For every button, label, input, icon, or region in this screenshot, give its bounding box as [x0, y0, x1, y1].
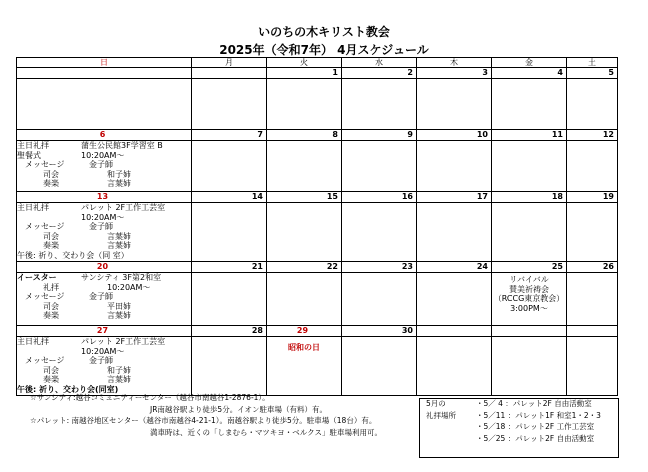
day-cell [267, 203, 342, 262]
date-cell: 20 [17, 262, 192, 273]
day-cell [567, 337, 618, 396]
box-label: 礼拝場所 [426, 410, 456, 420]
event-label: 司会 [43, 301, 59, 311]
box-label: 5月の [426, 399, 446, 408]
date-cell: 9 [342, 130, 417, 141]
date-cell: 10 [417, 130, 492, 141]
weekday-tue: 火 [267, 58, 342, 68]
note-line: 満車時は、近くの「しまむら・マツキヨ・ベルクス」駐車場利用可。 [150, 427, 383, 437]
note-line: JR南越谷駅より徒歩5分。イオン駐車場（有料）有。 [150, 404, 327, 414]
day-cell [492, 79, 567, 130]
week4-body-row [17, 273, 618, 326]
day-cell [192, 337, 267, 396]
event-line: 3:00PM～ [510, 303, 548, 313]
week3-date-row [17, 192, 618, 203]
date-cell [567, 326, 618, 337]
calendar-table [16, 57, 618, 396]
sunday-event-cell [17, 203, 192, 262]
event-value: 言葉姉 [107, 375, 131, 385]
event-label: 主日礼拝 [17, 141, 49, 150]
event-label: 奏楽 [43, 241, 59, 251]
weekday-header-row [17, 58, 618, 68]
date-cell: 25 [492, 262, 567, 273]
weekday-wed: 水 [342, 58, 417, 68]
note-line: ☆パレット: 南越谷地区センター（越谷市南越谷4-21-1）。南越谷駅より徒歩5分。駐車場（18台）有。 [30, 416, 377, 425]
day-cell [267, 79, 342, 130]
date-cell: 26 [567, 262, 618, 273]
week5-date-row [17, 326, 618, 337]
event-value: 金子師 [89, 222, 113, 232]
day-cell [192, 203, 267, 262]
week2-date-row [17, 130, 618, 141]
date-cell [492, 326, 567, 337]
event-label [17, 347, 81, 357]
day-cell [192, 273, 267, 326]
day-cell [492, 141, 567, 192]
date-cell: 2 [342, 68, 417, 79]
date-cell: 29 [267, 326, 342, 337]
day-cell [492, 203, 567, 262]
date-cell: 5 [567, 68, 618, 79]
event-value: 蒲生公民館3F学習室 B [81, 141, 163, 150]
event-value: 金子師 [89, 292, 113, 302]
date-cell: 13 [17, 192, 192, 203]
friday-event-cell [492, 273, 567, 326]
event-label: 奏楽 [43, 311, 59, 321]
day-cell [567, 79, 618, 130]
date-cell: 6 [17, 130, 192, 141]
event-line: 賛美祈祷会 [509, 284, 549, 294]
date-cell: 23 [342, 262, 417, 273]
week3-body-row [17, 203, 618, 262]
day-cell [492, 337, 567, 396]
week1-body-row [17, 79, 618, 130]
sunday-event-cell [17, 141, 192, 192]
venue-item: ・5／11 ：パレット1F 和室1・2・3 [476, 410, 601, 420]
day-cell [417, 79, 492, 130]
week4-date-row [17, 262, 618, 273]
event-label: 礼拝 [43, 282, 59, 292]
weekday-fri: 金 [492, 58, 567, 68]
date-cell: 7 [192, 130, 267, 141]
event-label: 主日礼拝 [17, 203, 49, 212]
event-value: 金子師 [89, 160, 113, 170]
event-label: メッセージ [25, 356, 65, 366]
day-cell [342, 273, 417, 326]
event-value: 言葉姉 [107, 311, 131, 321]
event-label: 司会 [43, 231, 59, 241]
event-label: イースター [17, 273, 57, 282]
day-cell [342, 337, 417, 396]
date-cell: 14 [192, 192, 267, 203]
day-cell [417, 273, 492, 326]
event-label: 主日礼拝 [17, 337, 49, 346]
venue-notes [30, 392, 382, 438]
note-line: ☆サンシティ:越谷コミュニティーセンター（越谷市南越谷1-2876-1）。 [30, 393, 270, 402]
date-cell: 21 [192, 262, 267, 273]
day-cell [342, 141, 417, 192]
day-cell [267, 273, 342, 326]
date-cell: 15 [267, 192, 342, 203]
event-value: パレット 2F工作工芸室 [81, 203, 166, 212]
event-value: パレット 2F工作工芸室 [81, 337, 166, 346]
event-value: 金子師 [89, 356, 113, 366]
day-cell [342, 79, 417, 130]
event-value: 言葉姉 [107, 231, 131, 241]
event-label: メッセージ [25, 222, 65, 232]
date-cell: 8 [267, 130, 342, 141]
day-cell [417, 337, 492, 396]
venue-item: ・5／18 ：パレット2F 工作工芸室 [476, 422, 595, 431]
day-cell [567, 273, 618, 326]
day-cell [567, 203, 618, 262]
date-cell: 27 [17, 326, 192, 337]
weekday-thu: 木 [417, 58, 492, 68]
day-cell [17, 79, 192, 130]
date-cell: 12 [567, 130, 618, 141]
date-cell: 18 [492, 192, 567, 203]
day-cell [267, 141, 342, 192]
event-line: （RCCG東京教会） [493, 294, 565, 304]
venue-item: ・5／ 4 ：パレット2F 自由活動室 [476, 399, 592, 408]
event-value: 10:20AM～ [107, 282, 151, 292]
week1-date-row [17, 68, 618, 79]
day-cell [417, 141, 492, 192]
day-cell [192, 141, 267, 192]
event-label [17, 213, 81, 223]
weekday-sat: 土 [567, 58, 618, 68]
event-line: リバイバル [509, 275, 549, 284]
date-cell: 24 [417, 262, 492, 273]
page-title: 2025年（令和7年） 4月スケジュール [219, 43, 429, 57]
event-value: 10:20AM～ [81, 212, 125, 222]
date-cell [417, 326, 492, 337]
event-label: 司会 [43, 169, 59, 179]
date-cell: 30 [342, 326, 417, 337]
venue-item: ・5／25 ：パレット2F 自由活動室 [476, 433, 595, 443]
sunday-event-cell [17, 273, 192, 326]
weekday-mon: 月 [192, 58, 267, 68]
date-cell: 16 [342, 192, 417, 203]
date-cell: 22 [267, 262, 342, 273]
date-cell: 19 [567, 192, 618, 203]
date-cell: 11 [492, 130, 567, 141]
date-cell [17, 68, 192, 79]
date-cell: 3 [417, 68, 492, 79]
week5-body-row [17, 337, 618, 396]
event-value: 和子姉 [107, 365, 131, 375]
event-label: 奏楽 [43, 179, 59, 189]
event-value: サンシティ 3F第2和室 [81, 273, 162, 282]
sunday-event-cell [17, 337, 192, 396]
day-cell [192, 79, 267, 130]
event-label: メッセージ [25, 160, 65, 170]
date-cell [192, 68, 267, 79]
afternoon-note: 午後: 祈り、交わり会（同 室） [17, 250, 129, 260]
holiday-label: 昭和の日 [267, 337, 342, 396]
event-label: 奏楽 [43, 375, 59, 385]
event-label: 聖餐式 [17, 150, 41, 160]
date-cell: 4 [492, 68, 567, 79]
event-value: 10:20AM～ [81, 346, 125, 356]
event-value: 言葉姉 [107, 241, 131, 251]
date-cell: 28 [192, 326, 267, 337]
event-label: メッセージ [25, 292, 65, 302]
event-value: 10:20AM～ [81, 150, 125, 160]
event-label: 司会 [43, 365, 59, 375]
may-venue-box [419, 398, 619, 458]
event-value: 平田姉 [107, 301, 131, 311]
event-value: 和子姉 [107, 169, 131, 179]
afternoon-note: 午後: 祈り、交わり会(同室) [17, 384, 119, 394]
day-cell [567, 141, 618, 192]
date-cell: 17 [417, 192, 492, 203]
day-cell [342, 203, 417, 262]
date-cell: 1 [267, 68, 342, 79]
church-name: いのちの木キリスト教会 [258, 25, 390, 39]
weekday-sun: 日 [17, 58, 192, 68]
event-value: 言葉姉 [107, 179, 131, 189]
week2-body-row [17, 141, 618, 192]
day-cell [417, 203, 492, 262]
